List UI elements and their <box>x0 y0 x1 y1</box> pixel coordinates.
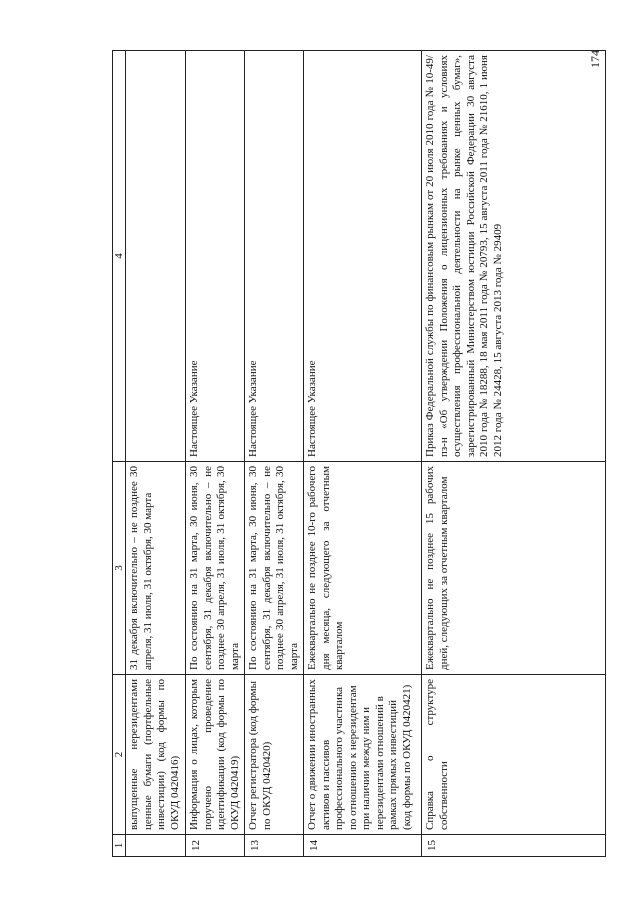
legal-basis: Приказ Федеральной службы по финансовым рынкам от 20 июля 2010 года № 10-49/пз-н «Об утверждении Положения о лицензионных требованиях и условиях осуществления профессиональной деятельности на рынке ценных бумаг», зарегистрированный Министерством юстиции Российской Федерации 30 августа 2010 года № 18288, 18 мая 2011 года № 20793, 15 августа 2011 года № 21610, 1 июня 2012 года № 24428, 15 августа 2013 года № 29409 <box>422 51 606 462</box>
header-col-3: 3 <box>113 462 126 675</box>
table-row <box>245 51 304 857</box>
header-col-1: 1 <box>113 835 126 857</box>
legal-basis: Настоящее Указание <box>186 51 245 462</box>
submission-deadline: Ежеквартально не позднее 15 рабочих дней, следующих за отчетным кварталом <box>422 462 606 675</box>
form-name: Отчет о движении иностранных активов и пассивов профессионального участника по отношению к нерезидентам при наличии между ним и нерезидентами отношений в рамках прямых инвестиций (код формы по ОКУД 0420421) <box>304 675 422 835</box>
table-row <box>422 51 606 857</box>
row-number <box>126 835 186 857</box>
form-name: Информация о лицах, которым поручено проведение идентификации (код формы по ОКУД 0420419) <box>186 675 245 835</box>
submission-deadline: 31 декабря включительно – не позднее 30 апреля, 31 июля, 31 октября, 30 марта <box>126 462 186 675</box>
table-header-row <box>113 51 126 857</box>
submission-deadline: По состоянию на 31 марта, 30 июня, 30 сентября, 31 декабря включительно – не позднее 30 апреля, 31 июля, 31 октября, 30 марта <box>245 462 304 675</box>
submission-deadline: По состоянию на 31 марта, 30 июня, 30 сентября, 31 декабря включительно – не позднее 30 апреля, 31 июля, 31 октября, 30 марта <box>186 462 245 675</box>
table-row <box>126 51 186 857</box>
legal-basis: Настоящее Указание <box>245 51 304 462</box>
form-name: Справка о структуре собственности <box>422 675 606 835</box>
row-number: 13 <box>245 835 304 857</box>
table-row <box>304 51 422 857</box>
rotated-table-container <box>112 51 606 857</box>
row-number: 14 <box>304 835 422 857</box>
row-number: 12 <box>186 835 245 857</box>
reporting-forms-table <box>112 50 606 857</box>
form-name: выпущенные нерезидентами ценные бумаги (портфельные инвестиции) (код формы по ОКУД 0420416) <box>126 675 186 835</box>
header-col-4: 4 <box>113 51 126 462</box>
page-number: 174 <box>588 50 602 68</box>
legal-basis: Настоящее Указание <box>304 51 422 462</box>
submission-deadline: Ежеквартально не позднее 10-го рабочего дня месяца, следующего за отчетным кварталом <box>304 462 422 675</box>
table-row <box>186 51 245 857</box>
form-name: Отчет регистратора (код формы по ОКУД 0420420) <box>245 675 304 835</box>
row-number: 15 <box>422 835 606 857</box>
header-col-2: 2 <box>113 675 126 835</box>
legal-basis <box>126 51 186 462</box>
